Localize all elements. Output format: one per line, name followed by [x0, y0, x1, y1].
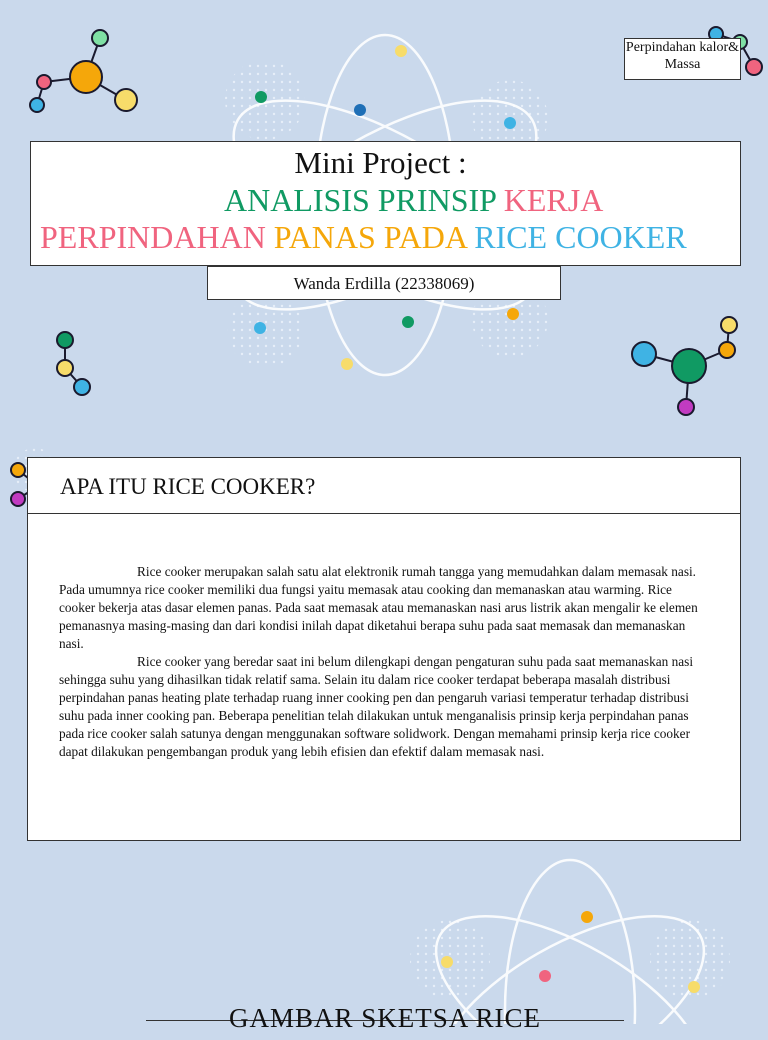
electron-dot [402, 316, 414, 328]
title-segment: KERJA [503, 182, 604, 218]
title-segment: ANALISIS PRINSIP [224, 182, 496, 218]
section-title: APA ITU RICE COOKER? [60, 474, 316, 499]
title-segment: PANAS PADA [273, 219, 467, 255]
title-line-3 [40, 219, 687, 256]
molecule-icon [57, 332, 90, 395]
electron-dot [254, 322, 266, 334]
title-box [30, 141, 741, 266]
section-body [27, 513, 741, 841]
section-header [27, 457, 741, 514]
electron-dot [395, 45, 407, 57]
section-header [146, 1003, 624, 1040]
electron-dot [507, 308, 519, 320]
molecule-icon [30, 30, 137, 112]
paragraph: Rice cooker yang beredar saat ini belum dilengkapi dengan pengaturan suhu pada saat memanaskan nasi sehingga suhu yang dihasilkan tidak relatif sama. Selain itu dalam rice cooker terdapat beberapa masalah distribusi perpindahan panas heating plate terhadap ruang inner cooking pen dan pengaruh variasi temperatur terhadap distribusi suhu pada inner cooking pan. Beberapa penelitian telah dilakukan untuk menganalisis prinsip kerja perpindahan panas pada rice cooker salah satunya dengan menggunakan software solidwork. Dengan memahami prinsip kerja rice cooker dapat dilakukan pengembangan produk yang lebih efisien dan efektif dalam memasak nasi. [59, 654, 694, 759]
author-label: Wanda Erdilla (22338069) [207, 266, 561, 300]
electron-dot [255, 91, 267, 103]
electron-dot [354, 104, 366, 116]
section-title: GAMBAR SKETSA RICE [228, 1003, 542, 1033]
title-segment: PERPINDAHAN [40, 219, 266, 255]
electron-dot [441, 956, 453, 968]
electron-dot [581, 911, 593, 923]
electron-dot [539, 970, 551, 982]
title-line-2 [224, 182, 603, 219]
molecule-icon [632, 317, 737, 415]
electron-dot [688, 981, 700, 993]
page-title: Mini Project : [294, 145, 467, 180]
electron-dot [504, 117, 516, 129]
electron-dot [341, 358, 353, 370]
title-segment: RICE COOKER [474, 219, 687, 255]
section-text [59, 563, 709, 761]
topic-label: Perpindahan kalor&Massa [624, 38, 741, 80]
paragraph: Rice cooker merupakan salah satu alat elektronik rumah tangga yang memudahkan dalam memasak nasi. Pada umumnya rice cooker memiliki dua fungsi yaitu memasak atau cooking dan memanaskan atau warming. Rice cooker bekerja atas dasar elemen panas. Pada saat memasak atau memanaskan nasi arus listrik akan mengalir ke elemen pemanasnya masing-masing dan dari kondisi inilah dapat diketahui berapa suhu pada saat memasak dan memanaskan nasi. [59, 564, 698, 651]
